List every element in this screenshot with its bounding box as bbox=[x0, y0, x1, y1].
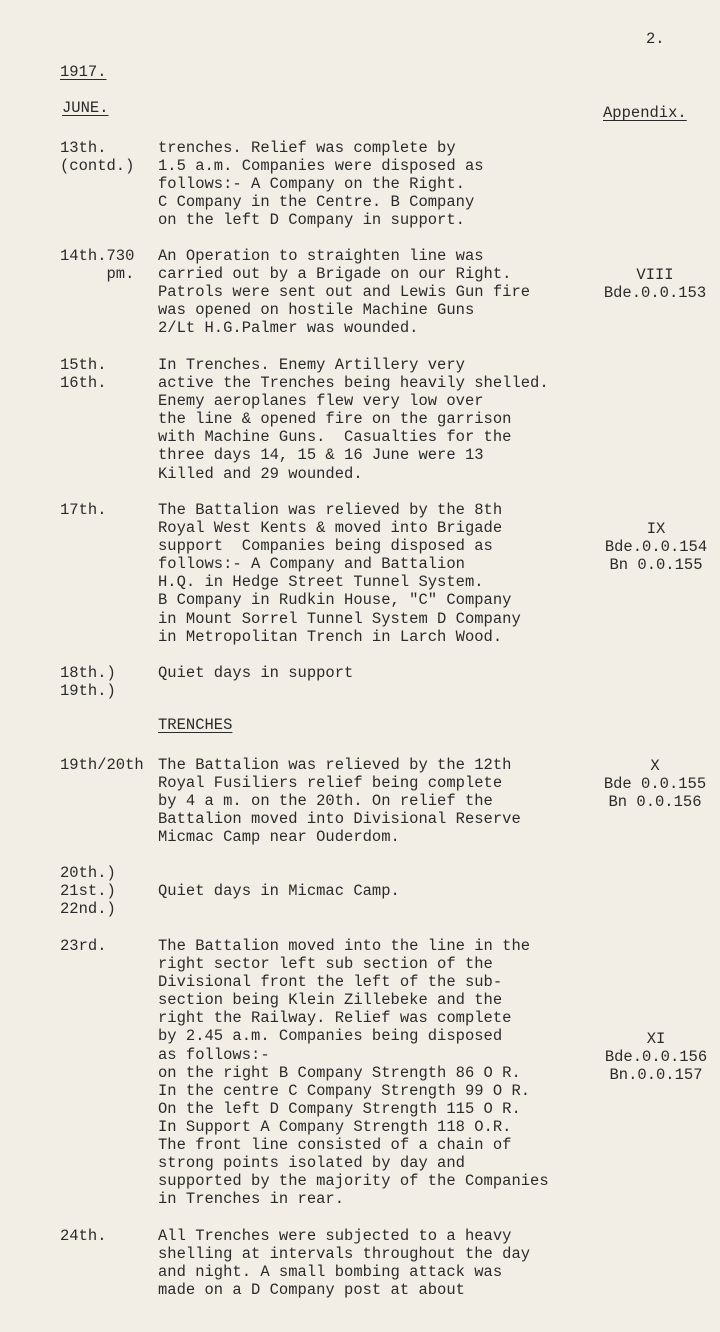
entry-date: 17th. bbox=[60, 501, 107, 519]
entry-date: 15th. 16th. bbox=[60, 356, 107, 393]
entry-text: All Trenches were subjected to a heavy shelling at intervals throughout the day and night. A small bombing attack was made on a D Company post at about bbox=[158, 1227, 531, 1300]
page-number: 2. bbox=[646, 30, 665, 48]
entry-text: The Battalion moved into the line in the right sector left sub section of the Divisional front the left of the sub- section being Klein Zillebeke and the right the Railway. Relief was complete by 2.45 a.m. Companies being disposed as follows:- on the right B Company Strength 86 O R. In the centre C Company Strength 99 O R. On the left D Company Strength 115 O R. In Support A Company Strength 118 O.R. The front line consisted of a chain of strong points isolated by day and supported by the majority of the Companies in Trenches in rear. bbox=[158, 937, 549, 1209]
month-heading: JUNE. bbox=[62, 99, 109, 117]
section-heading: TRENCHES bbox=[158, 716, 233, 734]
appendix-heading: Appendix. bbox=[603, 104, 687, 122]
entry-date: 19th/20th bbox=[60, 756, 144, 774]
year-heading: 1917. bbox=[60, 63, 107, 81]
entry-date: 18th.) 19th.) bbox=[60, 664, 116, 701]
entry-date: 23rd. bbox=[60, 937, 107, 955]
entry-date: 20th.) 21st.) 22nd.) bbox=[60, 864, 116, 919]
appendix-reference: VIII Bde.0.0.153 bbox=[603, 266, 707, 303]
entry-text: In Trenches. Enemy Artillery very active the Trenches being heavily shelled. Enemy aeroplanes flew very low over the line & opened fire on the garrison with Machine Guns. Casualties for the three days 14, 15 & 16 June were 13 Killed and 29 wounded. bbox=[158, 356, 549, 483]
appendix-reference: XI Bde.0.0.156 Bn.0.0.157 bbox=[604, 1030, 708, 1085]
appendix-reference: IX Bde.0.0.154 Bn 0.0.155 bbox=[604, 520, 708, 575]
entry-text: Quiet days in support bbox=[158, 664, 354, 682]
entry-text: The Battalion was relieved by the 8th Royal West Kents & moved into Brigade support Companies being disposed as follows:- A Company and Battalion H.Q. in Hedge Street Tunnel System. B Company in Rudkin House, "C" Company in Mount Sorrel Tunnel System D Company in Metropolitan Trench in Larch Wood. bbox=[158, 501, 521, 646]
entry-text: The Battalion was relieved by the 12th Royal Fusiliers relief being complete by 4 a m. on the 20th. On relief the Battalion moved into Divisional Reserve Micmac Camp near Ouderdom. bbox=[158, 756, 521, 847]
entry-date: 24th. bbox=[60, 1227, 107, 1245]
entry-date: 13th. (contd.) bbox=[60, 139, 135, 176]
entry-text: An Operation to straighten line was carried out by a Brigade on our Right. Patrols were sent out and Lewis Gun fire was opened on hostile Machine Guns 2/Lt H.G.Palmer was wounded. bbox=[158, 247, 531, 338]
appendix-reference: X Bde 0.0.155 Bn 0.0.156 bbox=[603, 757, 707, 812]
entry-text: Quiet days in Micmac Camp. bbox=[158, 882, 400, 900]
entry-date: 14th.730 pm. bbox=[60, 247, 135, 284]
entry-text: trenches. Relief was complete by 1.5 a.m. Companies were disposed as follows:- A Company on the Right. C Company in the Centre. B Company on the left D Company in support. bbox=[158, 139, 484, 230]
